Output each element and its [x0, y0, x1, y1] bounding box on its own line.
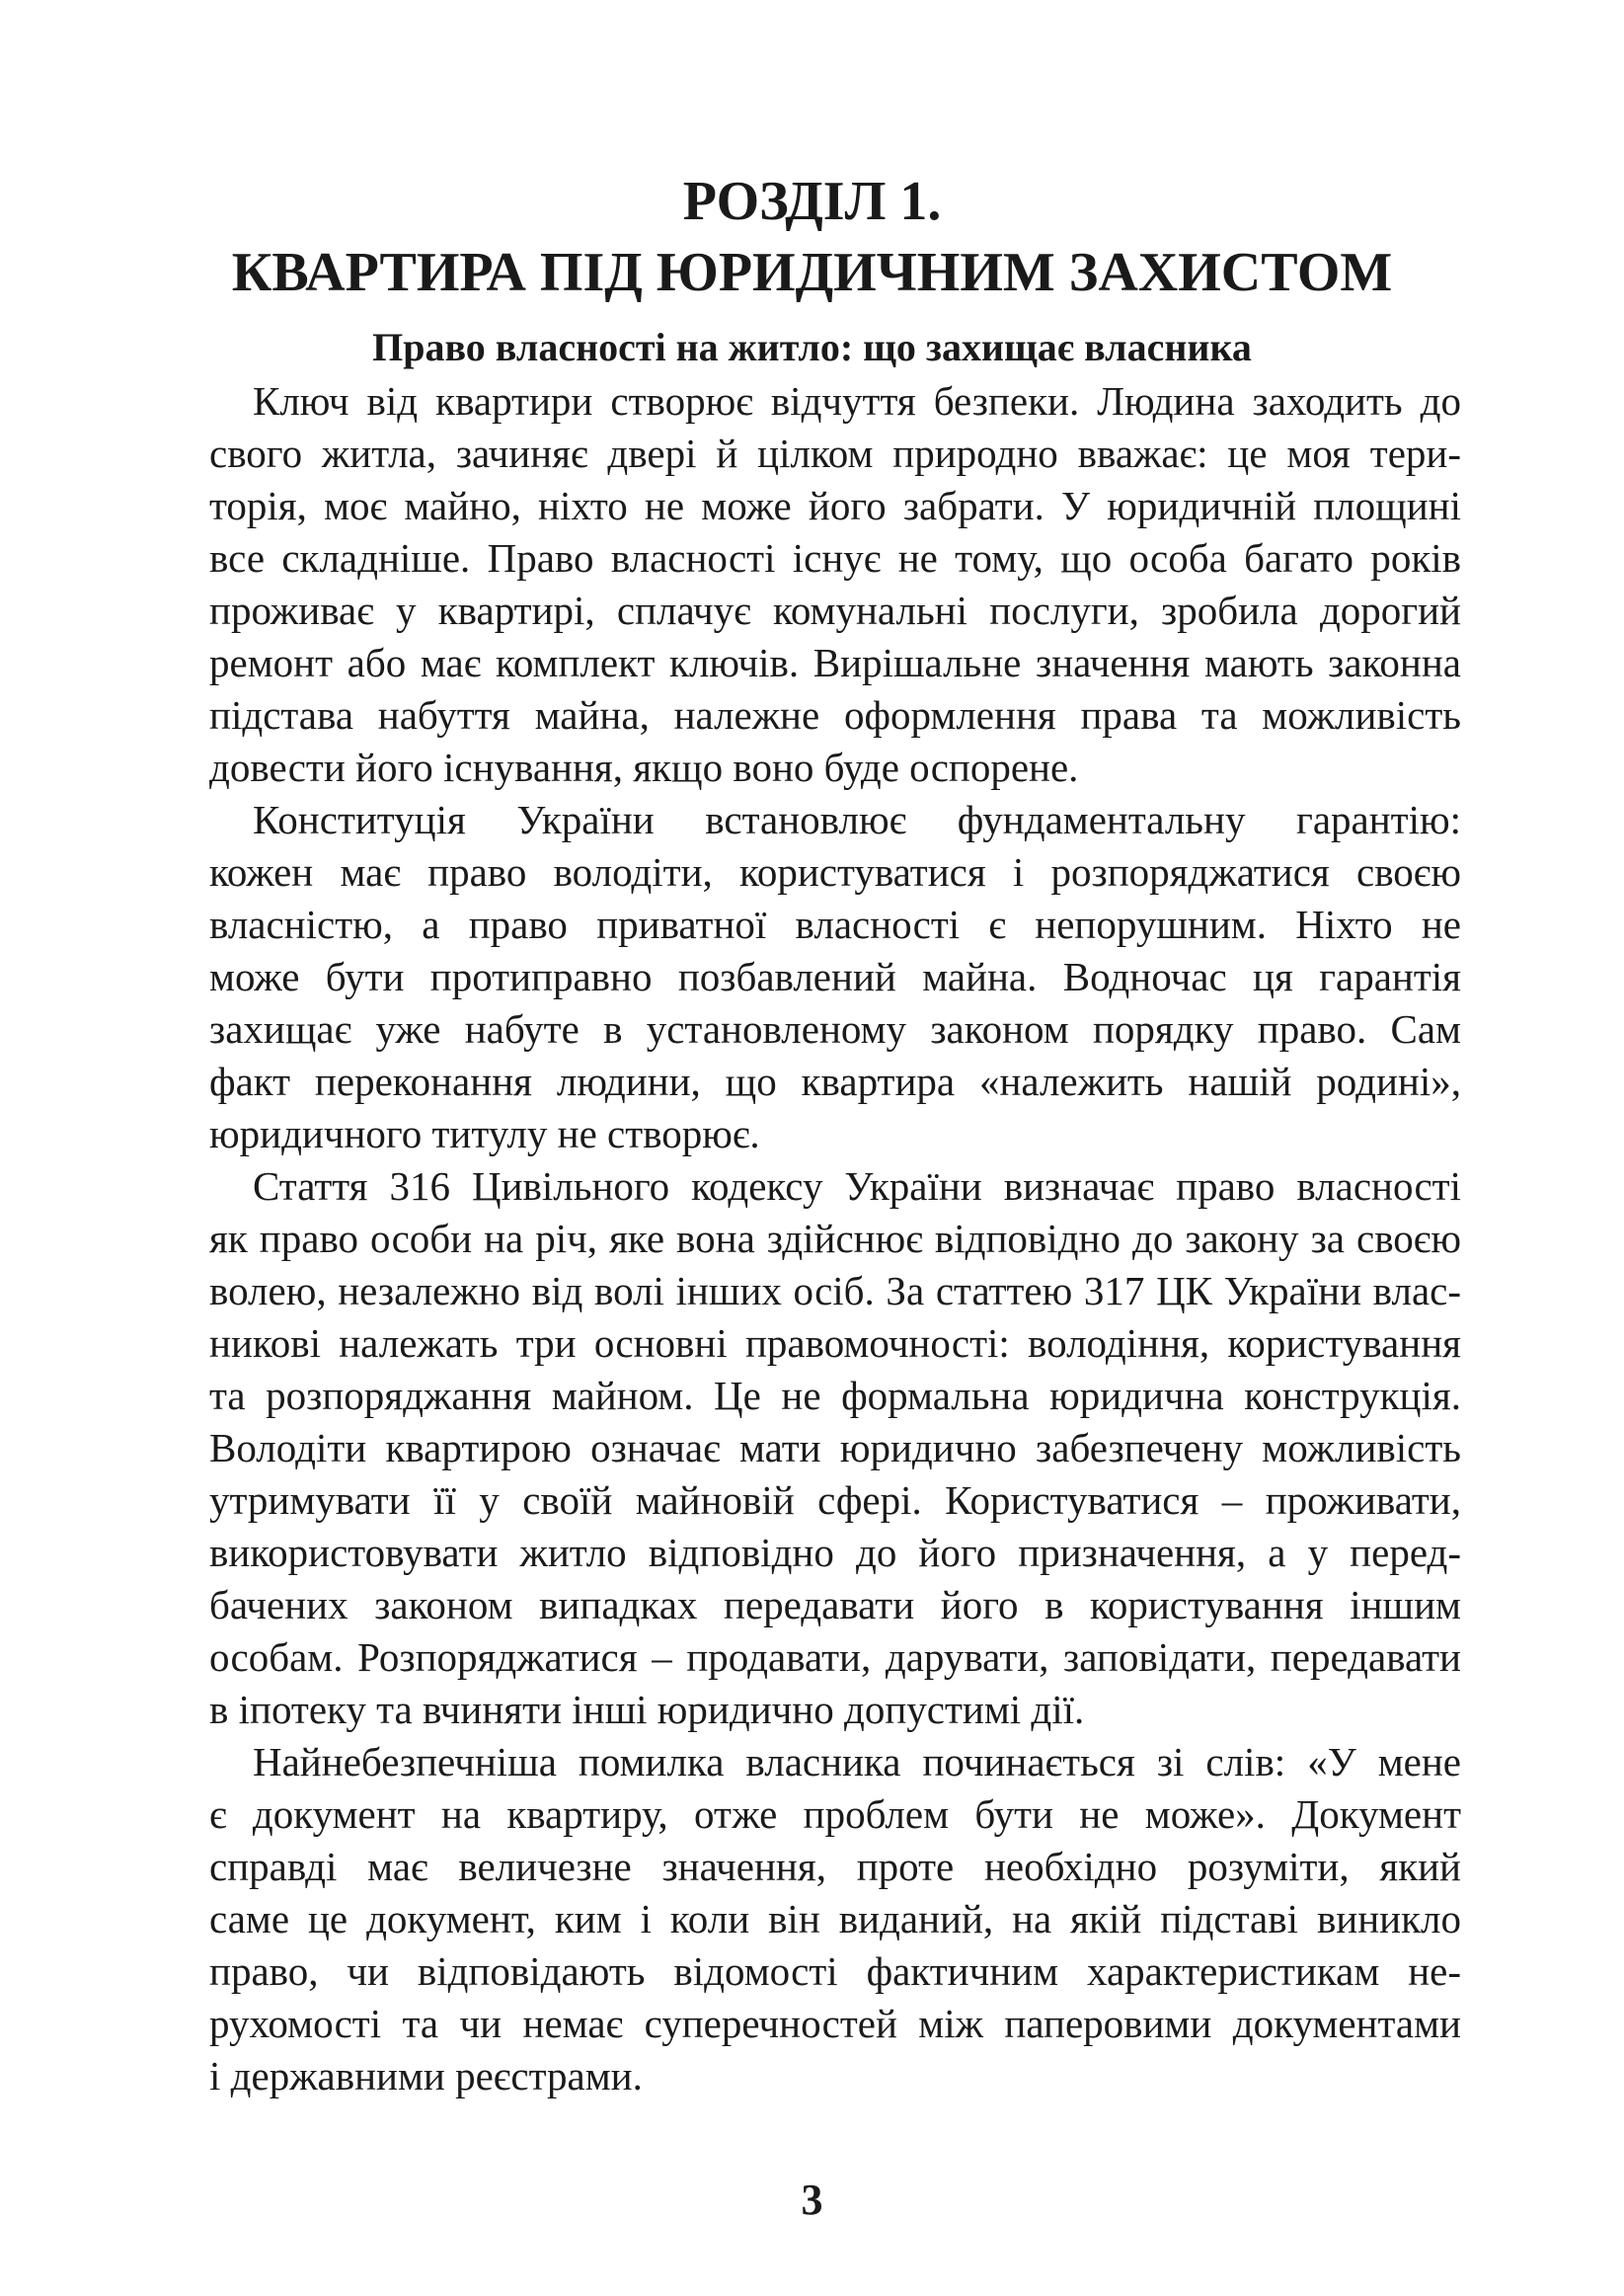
paragraph-line: рухомості та чи немає суперечностей між паперовими документами: [209, 2001, 1461, 2046]
paragraph-line: підстава набуття майна, належне оформлення права та можливість: [209, 692, 1461, 738]
paragraph-line: утримувати її у своїй майновій сфері. Користуватися – проживати,: [209, 1477, 1461, 1523]
paragraph-line: є документ на квартиру, отже проблем бути не може». Документ: [209, 1791, 1461, 1837]
paragraph-line: в іпотеку та вчиняти інші юридично допустимі дії.: [209, 1687, 1085, 1732]
paragraph-line: як право особи на річ, яке вона здійснює відповідно до закону за своєю: [209, 1216, 1461, 1261]
paragraph-line: справді має величезне значення, проте необхідно розуміти, який: [209, 1844, 1461, 1889]
paragraph-line: никові належать три основні правомочності: володіння, користування: [209, 1320, 1461, 1366]
page-number: 3: [801, 2176, 823, 2224]
paragraph-line: волею, незалежно від волі інших осіб. За статтею 317 ЦК України влас-: [209, 1268, 1461, 1313]
paragraph-line: і державними реєстрами.: [209, 2053, 643, 2098]
paragraph-line: використовувати житло відповідно до його призначення, а у перед-: [209, 1530, 1461, 1575]
paragraph-line: все складніше. Право власності існує не тому, що особа багато років: [209, 535, 1461, 581]
paragraph-line: свого житла, зачиняє двері й цілком природно вважає: це моя тери-: [209, 431, 1461, 476]
paragraph-line: факт переконання людини, що квартира «належить нашій родині»,: [209, 1059, 1461, 1104]
paragraph-line: Стаття 316 Цивільного кодексу України визначає право власності: [253, 1163, 1461, 1209]
paragraph-line: ремонт або має комплект ключів. Вирішальне значення мають законна: [209, 640, 1461, 685]
paragraph-line: саме це документ, ким і коли він виданий, на якій підставі виникло: [209, 1896, 1461, 1941]
paragraph-line: проживає у квартирі, сплачує комунальні послуги, зробила дорогий: [209, 588, 1461, 633]
section-title: Право власності на житло: що захищає власника: [372, 325, 1252, 369]
chapter-number: РОЗДІЛ 1.: [682, 171, 942, 232]
paragraph-line: торія, моє майно, ніхто не може його забрати. У юридичній площині: [209, 483, 1461, 528]
paragraph-line: особам. Розпоряджатися – продавати, дарувати, заповідати, передавати: [209, 1634, 1461, 1680]
paragraph-line: Конституція України встановлює фундаментальну гарантію:: [253, 797, 1461, 842]
paragraph-line: Володіти квартирою означає мати юридично забезпечену можливість: [209, 1425, 1461, 1470]
paragraph-line: юридичного титулу не створює.: [209, 1111, 760, 1156]
paragraph-line: довести його існування, якщо воно буде оспорене.: [209, 745, 1079, 790]
paragraph-line: право, чи відповідають відомості фактичним характеристикам не-: [209, 1948, 1461, 1994]
paragraph-line: кожен має право володіти, користуватися і розпоряджатися своєю: [209, 849, 1461, 895]
paragraph-line: захищає уже набуте в установленому законом порядку право. Сам: [209, 1006, 1461, 1052]
paragraph-line: Ключ від квартири створює відчуття безпеки. Людина заходить до: [253, 378, 1461, 424]
paragraph-line: Найнебезпечніша помилка власника починається зі слів: «У мене: [253, 1739, 1461, 1784]
paragraph-line: та розпоряджання майном. Це не формальна юридична конструкція.: [209, 1373, 1461, 1418]
paragraph-line: власністю, а право приватної власності є непорушним. Ніхто не: [209, 902, 1461, 947]
paragraph-line: може бути протиправно позбавлений майна. Водночас ця гарантія: [209, 954, 1461, 999]
paragraph-line: бачених законом випадках передавати його в користування іншим: [209, 1582, 1461, 1627]
chapter-title: КВАРТИРА ПІД ЮРИДИЧНИМ ЗАХИСТОМ: [231, 242, 1393, 303]
